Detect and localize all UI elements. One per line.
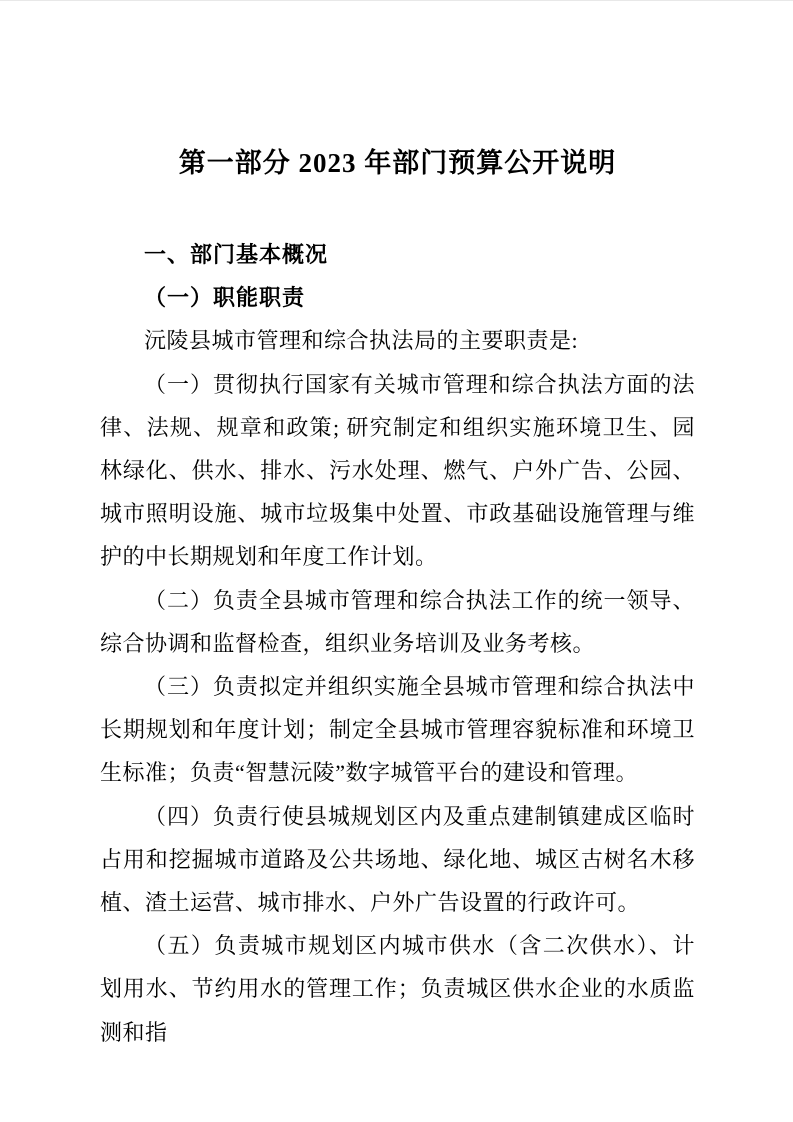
intro-paragraph: 沅陵县城市管理和综合执法局的主要职责是: — [144, 328, 579, 354]
duty-paragraph-2: （二）负责全县城市管理和综合执法工作的统一领导、综合协调和监督检查，组织业务培训及业务考核。 — [100, 587, 695, 656]
document-title: 第一部分 2023 年部门预算公开说明 — [178, 148, 617, 178]
duty-paragraph-3: （三）负责拟定并组织实施全县城市管理和综合执法中长期规划和年度计划；制定全县城市管理容貌标准和环境卫生标准；负责“智慧沅陵”数字城管平台的建设和管理。 — [100, 674, 695, 786]
duty-paragraph-5: （五）负责城市规划区内城市供水（含二次供水）、计划用水、节约用水的管理工作；负责城区供水企业的水质监测和指 — [100, 933, 695, 1045]
subsection-heading-duties: （一）职能职责 — [144, 285, 306, 311]
duty-paragraph-1: （一）贯彻执行国家有关城市管理和综合执法方面的法律、法规、规章和政策; 研究制定和组织实施环境卫生、园林绿化、供水、排水、污水处理、燃气、户外广告、公园、城市照明设施、城市垃圾集中处置、市政基础设施管理与维护的中长期规划和年度工作计划。 — [100, 371, 695, 570]
section-heading-basic-overview: 一、部门基本概况 — [144, 242, 329, 267]
duty-paragraph-4: （四）负责行使县城规划区内及重点建制镇建成区临时占用和挖掘城市道路及公共场地、绿化地、城区古树名木移植、渣土运营、城市排水、户外广告设置的行政许可。 — [100, 803, 695, 916]
